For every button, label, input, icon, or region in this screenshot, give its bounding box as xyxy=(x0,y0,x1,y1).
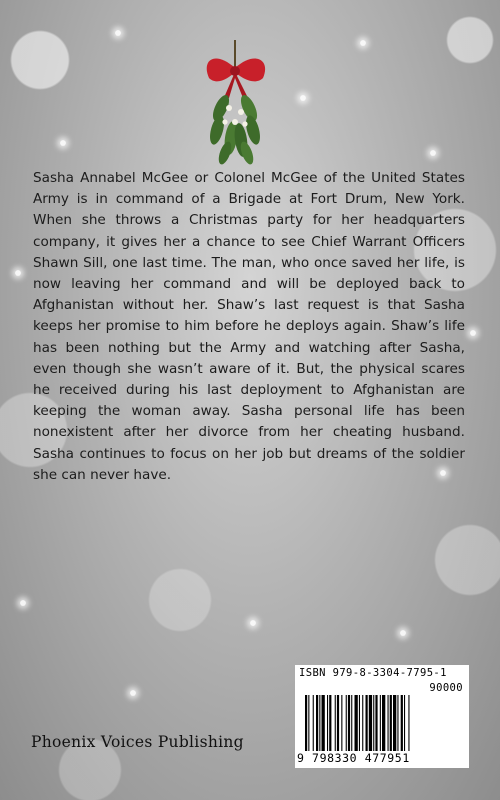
barcode-bar xyxy=(366,695,368,751)
barcode-bar xyxy=(346,695,347,751)
sparkle-decoration xyxy=(60,140,66,146)
barcode-bar xyxy=(313,695,314,751)
barcode-bars-icon xyxy=(305,695,461,751)
sparkle-decoration xyxy=(400,630,406,636)
barcode-bar xyxy=(359,695,360,751)
barcode-bar xyxy=(305,695,307,751)
ean-digits: 9 798330 477951 xyxy=(297,751,410,765)
publisher-name: Phoenix Voices Publishing xyxy=(31,733,244,751)
mistletoe-with-red-bow-icon xyxy=(195,38,275,168)
barcode-bar xyxy=(390,695,392,751)
barcode-bar xyxy=(404,695,405,751)
sparkle-decoration xyxy=(360,40,366,46)
barcode-bar xyxy=(329,695,331,751)
sparkle-decoration xyxy=(430,150,436,156)
barcode-bar xyxy=(327,695,328,751)
barcode-bar xyxy=(322,695,325,751)
sparkle-decoration xyxy=(20,600,26,606)
barcode-bar xyxy=(382,695,385,751)
barcode-bar xyxy=(348,695,350,751)
sparkle-decoration xyxy=(470,330,476,336)
barcode-bar xyxy=(393,695,396,751)
barcode-bar xyxy=(308,695,309,751)
sparkle-decoration xyxy=(15,270,21,276)
barcode-bar xyxy=(341,695,342,751)
barcode-bar xyxy=(380,695,381,751)
barcode-bar xyxy=(397,695,398,751)
barcode-bar xyxy=(316,695,318,751)
isbn-label: ISBN 979-8-3304-7795-1 xyxy=(299,667,447,679)
isbn-barcode xyxy=(295,665,469,768)
sparkle-decoration xyxy=(130,690,136,696)
sparkle-decoration xyxy=(115,30,121,36)
barcode-bar xyxy=(351,695,352,751)
barcode-bar xyxy=(373,695,374,751)
barcode-bar xyxy=(335,695,336,751)
barcode-bar xyxy=(355,695,358,751)
barcode-bar xyxy=(375,695,377,751)
barcode-bar xyxy=(319,695,320,751)
sparkle-decoration xyxy=(250,620,256,626)
barcode-bar xyxy=(408,695,409,751)
barcode-bar xyxy=(362,695,363,751)
barcode-bar xyxy=(337,695,339,751)
price-code: 90000 xyxy=(429,682,463,694)
barcode-bar xyxy=(388,695,389,751)
barcode-bar xyxy=(401,695,403,751)
book-description: Sasha Annabel McGee or Colonel McGee of the United States Army is in command of a Brigade at Fort Drum, New York. When she throws a Christmas party for her headquarters company, it gives her a chance to see Chief Warrant Officers Shawn Sill, one last time. The man, who once saved her life, is now leaving her command and will be deployed back to Afghanistan without her. Shaw’s last request is that Sasha keeps her promise to him before he deploys again. Shaw’s life has been nothing but the Army and watching after Sasha, even though she wasn’t aware of it. But, the physical scares he received during his last deployment to Afghanistan are keeping the woman away. Sasha personal life has been nonexistent after her divorce from her cheating husband. Sasha continues to focus on her job but dreams of the soldier she can never have. xyxy=(33,170,465,483)
barcode-bar xyxy=(369,695,372,751)
sparkle-decoration xyxy=(300,95,306,101)
